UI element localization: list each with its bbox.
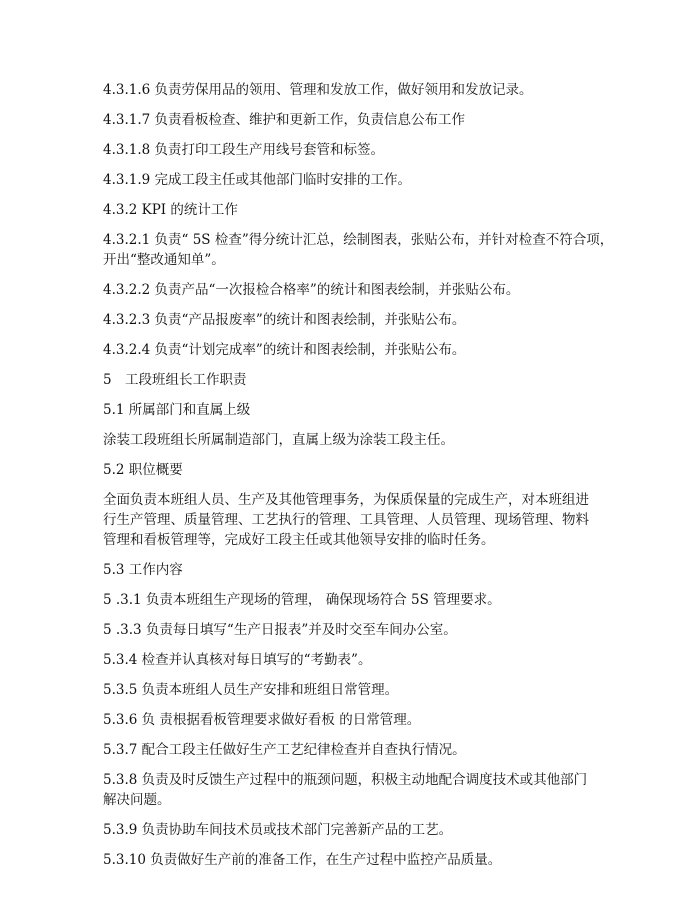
item-4-3-2-1: [103, 230, 614, 270]
item-4-3-2-1-row2: 开出“整改通知单”。: [103, 252, 225, 268]
item-4-3-1-7: 4.3.1.7 负责看板检查、维护和更新工作，负责信息公布工作: [103, 112, 466, 128]
item-5-3-8: [103, 770, 603, 810]
section-5-number: 5: [103, 372, 112, 388]
item-5-3-6: 5.3.6 负 责根据看板管理要求做好看板 的日常管理。: [103, 712, 421, 728]
text-5-1: 涂装工段班组长所属制造部门，直属上级为涂装工段主任。: [103, 432, 454, 448]
item-5-3-9: 5.3.9 负责协助车间技术员或技术部门完善新产品的工艺。: [103, 822, 453, 838]
item-5-3-1: 5 .3.1 负责本班组生产现场的管理， 确保现场符合 5S 管理要求。: [103, 592, 501, 608]
item-4-3-2-1-row1: 4.3.2.1 负责“ 5S 检查”得分统计汇总，绘制图表，张贴公布，并针对检查不符合项，: [103, 232, 614, 248]
section-5-heading: [103, 370, 603, 390]
heading-5-3: 5.3 工作内容: [103, 562, 183, 578]
item-5-3-4: 5.3.4 检查并认真核对每日填写的“考勤表”。: [103, 652, 372, 668]
heading-5-1: 5.1 所属部门和直属上级: [103, 402, 251, 418]
heading-4-3-2: 4.3.2 KPI 的统计工作: [103, 202, 238, 218]
heading-5-2: 5.2 职位概要: [103, 462, 183, 478]
text-5-2-row3: 管理和看板管理等，完成好工段主任或其他领导安排的临时任务。: [103, 532, 495, 548]
text-5-2: [103, 490, 603, 550]
item-4-3-2-3: 4.3.2.3 负责“产品报废率”的统计和图表绘制，并张贴公布。: [103, 312, 466, 328]
text-5-2-row2: 行生产管理、质量管理、工艺执行的管理、工具管理、人员管理、现场管理、物料: [103, 512, 589, 528]
section-5-title: 工段班组长工作职责: [125, 372, 247, 388]
document-body: [103, 80, 614, 880]
item-4-3-1-9: 4.3.1.9 完成工段主任或其他部门临时安排的工作。: [103, 172, 412, 188]
text-5-2-row1: 全面负责本班组人员、生产及其他管理事务，为保质保量的完成生产，对本班组进: [103, 492, 589, 508]
item-5-3-7: 5.3.7 配合工段主任做好生产工艺纪律检查并自查执行情况。: [103, 742, 466, 758]
item-5-3-10: 5.3.10 负责做好生产前的准备工作，在生产过程中监控产品质量。: [103, 852, 502, 868]
item-5-3-3: 5 .3.3 负责每日填写“生产日报表”并及时交至车间办公室。: [103, 622, 457, 638]
item-4-3-2-4: 4.3.2.4 负责“计划完成率”的统计和图表绘制，并张贴公布。: [103, 342, 466, 358]
item-4-3-1-6: 4.3.1.6 负责劳保用品的领用、管理和发放工作，做好领用和发放记录。: [103, 82, 533, 98]
item-4-3-2-2: 4.3.2.2 负责产品“一次报检合格率”的统计和图表绘制，并张贴公布。: [103, 282, 520, 298]
item-4-3-1-8: 4.3.1.8 负责打印工段生产用线号套管和标签。: [103, 142, 385, 158]
item-5-3-8-row2: 解决问题。: [103, 792, 171, 808]
item-5-3-8-row1: 5.3.8 负责及时反馈生产过程中的瓶颈问题，积极主动地配合调度技术或其他部门: [103, 772, 588, 788]
item-5-3-5: 5.3.5 负责本班组人员生产安排和班组日常管理。: [103, 682, 399, 698]
